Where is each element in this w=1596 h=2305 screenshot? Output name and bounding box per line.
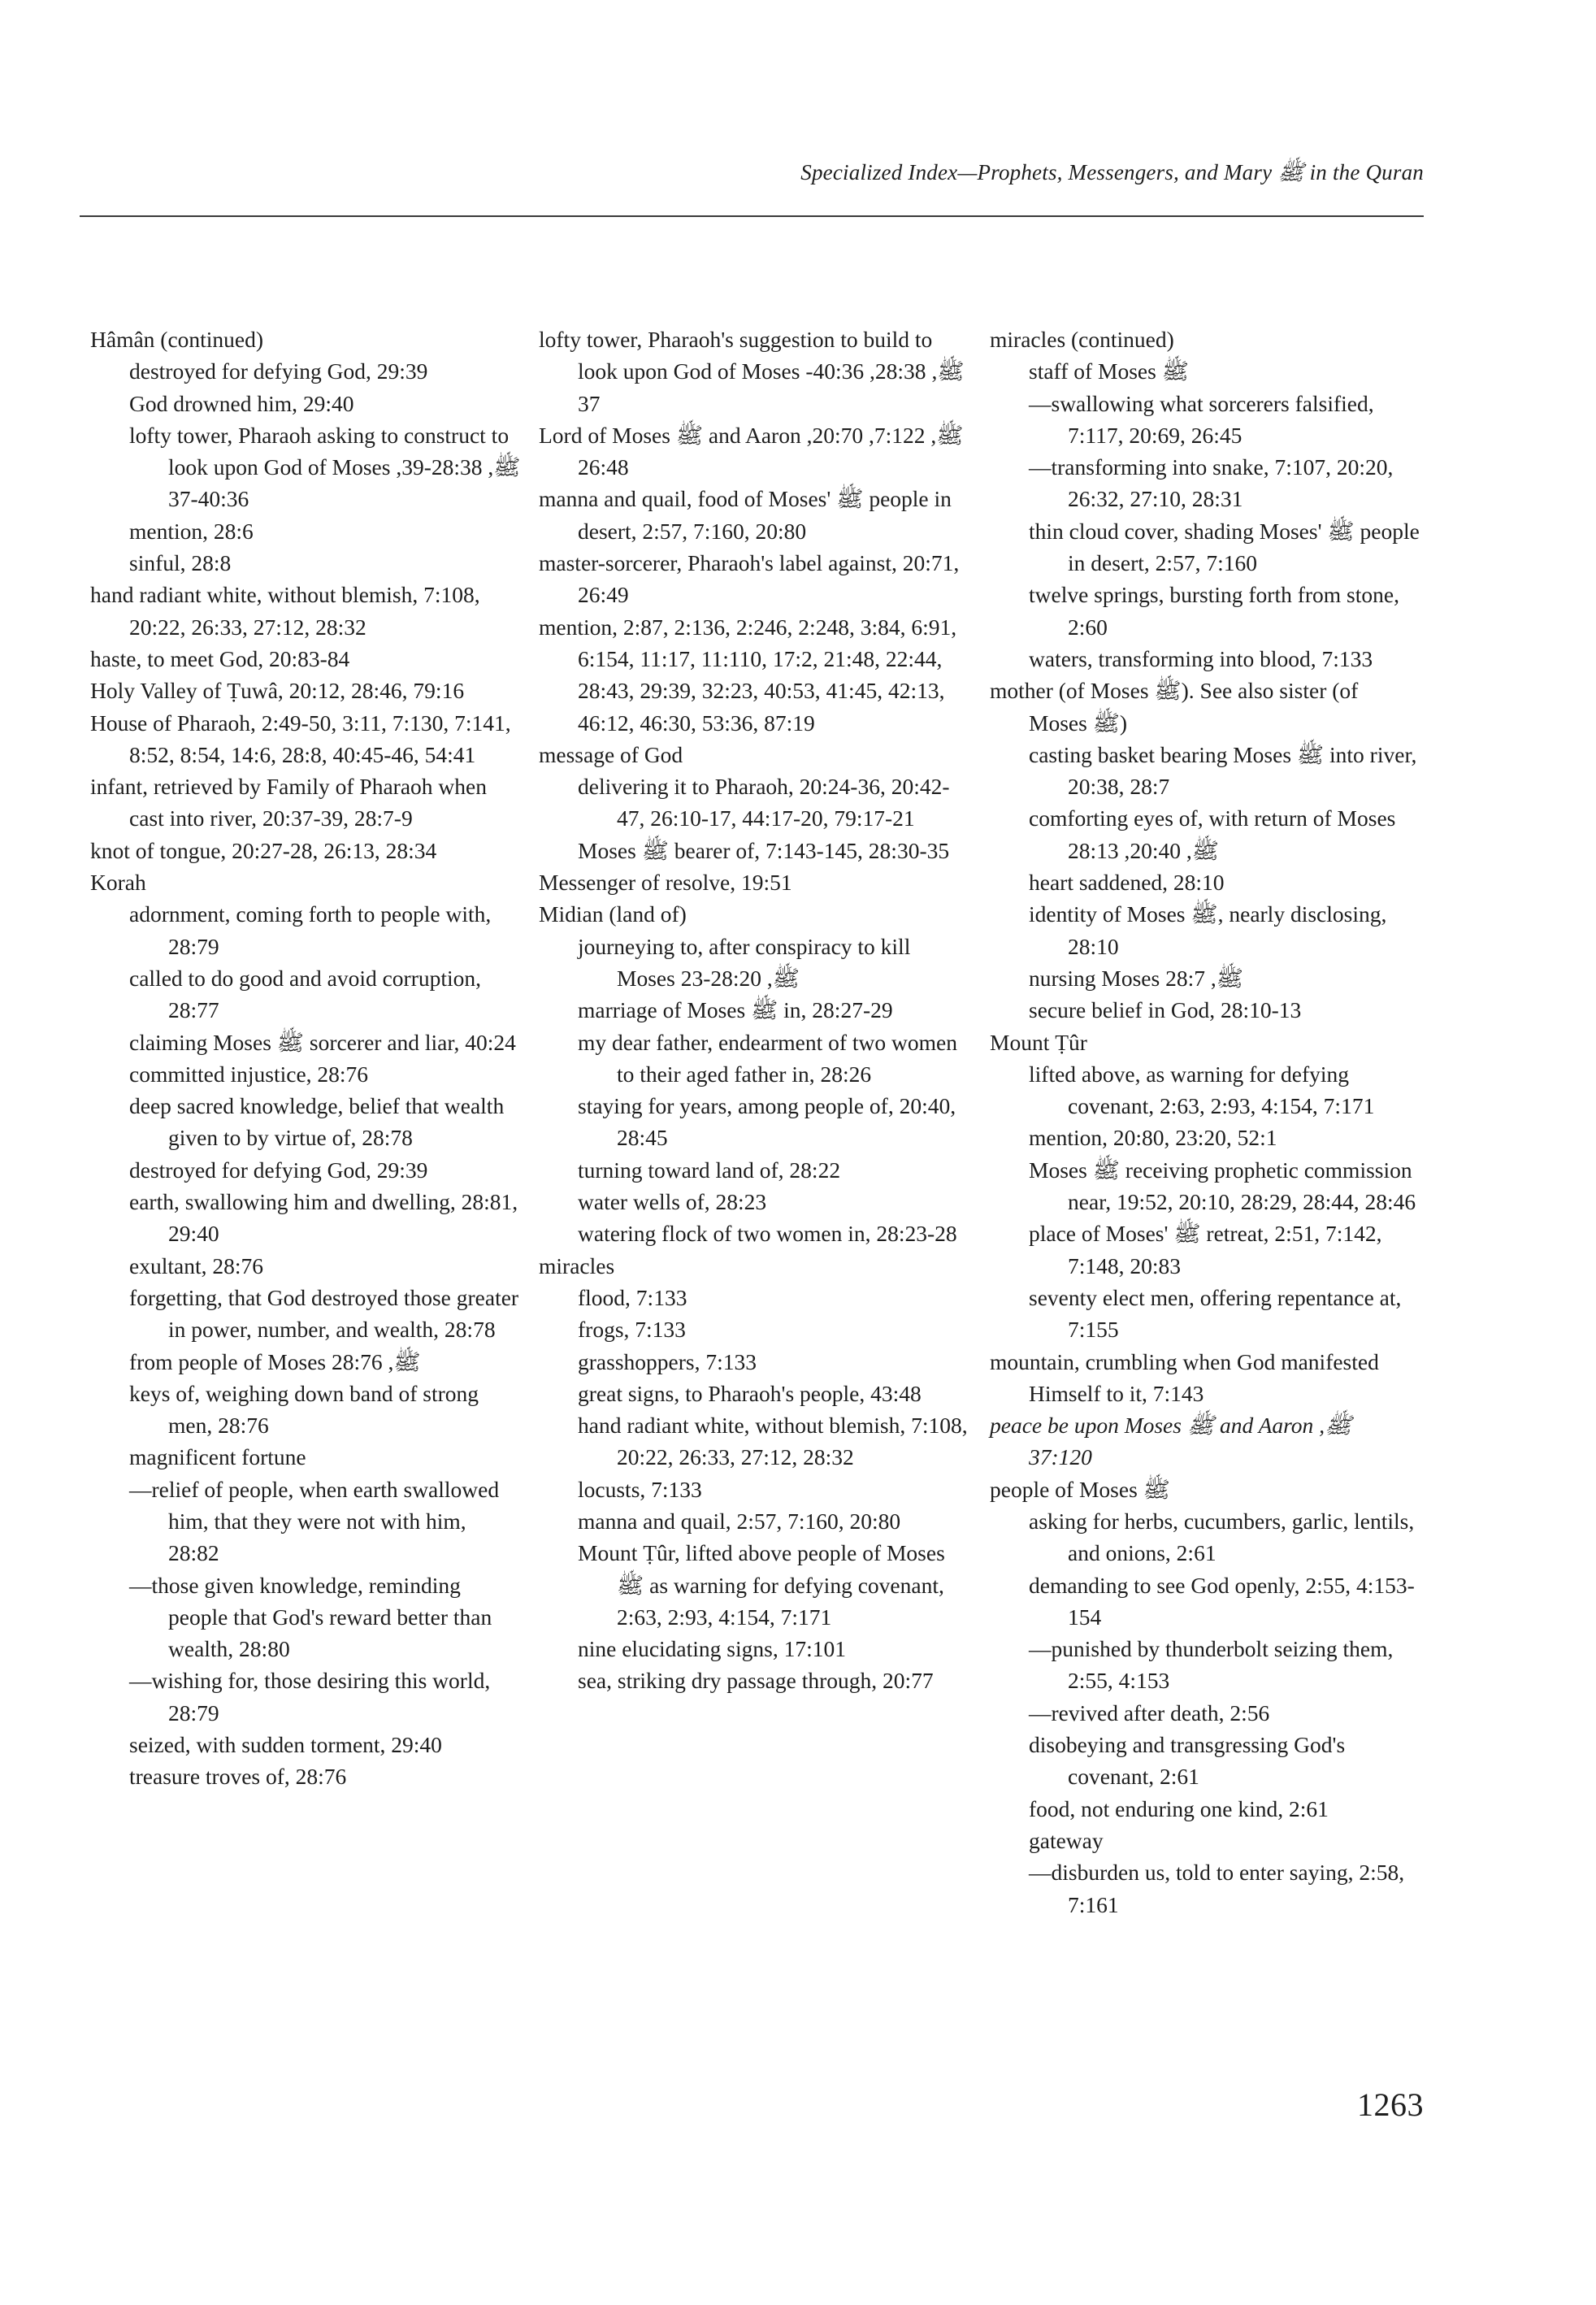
- index-entry: mother (of Moses ﷺ). See also sister (of Moses ﷺ): [990, 678, 1359, 736]
- index-subentry: exultant, 28:76: [129, 1252, 263, 1278]
- index-subentry: destroyed for defying God, 29:39: [129, 358, 428, 384]
- index-subentry: great signs, to Pharaoh's people, 43:48: [578, 1380, 922, 1406]
- index-entry: master-sorcerer, Pharaoh's label against, 20:71, 26:49: [539, 550, 960, 608]
- index-subentry: water wells of, 28:23: [578, 1189, 767, 1215]
- index-subentry: committed injustice, 28:76: [129, 1061, 369, 1087]
- index-subentry: magnificent fortune: [129, 1444, 306, 1470]
- index-entry: mountain, crumbling when God manifested Himself to it, 7:143: [990, 1348, 1379, 1406]
- index-subentry: journeying to, after conspiracy to kill Moses ﷺ, 28:20-23: [578, 933, 911, 991]
- index-entry: knot of tongue, 20:27-28, 26:13, 28:34: [90, 837, 437, 863]
- index-subentry: earth, swallowing him and dwelling, 28:81, 29:40: [129, 1189, 518, 1247]
- index-subentry: Moses ﷺ receiving prophetic commission near, 19:52, 20:10, 28:29, 28:44, 28:46: [1029, 1157, 1416, 1215]
- index-subentry: seized, with sudden torment, 29:40: [129, 1732, 442, 1758]
- index-subentry: adornment, coming forth to people with, 28:79: [129, 901, 492, 959]
- index-subentry: —transforming into snake, 7:107, 20:20, 26:32, 27:10, 28:31: [1029, 454, 1394, 512]
- index-subentry: twelve springs, bursting forth from stone, 2:60: [1029, 582, 1399, 640]
- index-subentry: flood, 7:133: [578, 1284, 687, 1310]
- index-subentry: place of Moses' ﷺ retreat, 2:51, 7:142, 7:148, 20:83: [1029, 1221, 1382, 1278]
- index-entry: Hâmân (continued): [90, 327, 264, 352]
- page-number: 1263: [1357, 2086, 1424, 2123]
- index-subentry: Mount Ṭûr, lifted above people of Moses ﷺ as warning for defying covenant, 2:63, 2:93, 4:154, 7:171: [578, 1540, 945, 1630]
- index-entry: lofty tower, Pharaoh's suggestion to build to look upon God of Moses ﷺ, 28:38, 40:36-37: [539, 327, 965, 416]
- index-entry: people of Moses ﷺ: [990, 1476, 1170, 1502]
- index-entry: Mount Ṭûr: [990, 1029, 1087, 1055]
- index-subentry: mention, 28:6: [129, 518, 254, 544]
- index-entry: Messenger of resolve, 19:51: [539, 870, 792, 896]
- index-subentry: grasshoppers, 7:133: [578, 1348, 757, 1374]
- index-entry: manna and quail, food of Moses' ﷺ people in desert, 2:57, 7:160, 20:80: [539, 486, 952, 544]
- index-subentry: my dear father, endearment of two women to their aged father in, 28:26: [578, 1029, 957, 1087]
- index-subentry: watering flock of two women in, 28:23-28: [578, 1221, 957, 1247]
- index-entry: peace be upon Moses ﷺ and Aaron ﷺ, 37:120: [990, 1413, 1352, 1470]
- index-subentry: casting basket bearing Moses ﷺ into river, 20:38, 28:7: [1029, 741, 1417, 800]
- index-column-3: [990, 323, 1420, 1921]
- index-subentry: seventy elect men, offering repentance at, 7:155: [1029, 1284, 1402, 1343]
- index-subentry: gateway: [1029, 1827, 1104, 1853]
- index-entry: miracles: [539, 1252, 615, 1278]
- index-subentry: treasure troves of, 28:76: [129, 1764, 347, 1790]
- index-subentry: waters, transforming into blood, 7:133: [1029, 645, 1373, 671]
- index-column-1: [90, 323, 521, 1793]
- index-subentry: —disburden us, told to enter saying, 2:58, 7:161: [1029, 1860, 1405, 1917]
- index-subentry: lofty tower, Pharaoh asking to construct to look upon God of Moses ﷺ, 28:38-39, 40:36-37: [129, 422, 521, 512]
- index-subentry: —revived after death, 2:56: [1029, 1699, 1270, 1725]
- index-entry: mention, 2:87, 2:136, 2:246, 2:248, 3:84, 6:91, 6:154, 11:17, 11:110, 17:2, 21:48, 22:44, 28:43, 29:39, 32:23, 40:53, 41:45, 42:13, 46:12, 46:30, 53:36, 87:19: [539, 614, 957, 736]
- index-subentry: hand radiant white, without blemish, 7:108, 20:22, 26:33, 27:12, 28:32: [578, 1413, 968, 1470]
- index-subentry: turning toward land of, 28:22: [578, 1157, 841, 1183]
- index-entry: infant, retrieved by Family of Pharaoh when cast into river, 20:37-39, 28:7-9: [90, 774, 487, 831]
- index-subentry: disobeying and transgressing God's covenant, 2:61: [1029, 1732, 1346, 1790]
- index-subentry: lifted above, as warning for defying covenant, 2:63, 2:93, 4:154, 7:171: [1029, 1061, 1375, 1119]
- index-subentry: —punished by thunderbolt seizing them, 2:55, 4:153: [1029, 1636, 1394, 1694]
- index-subentry: manna and quail, 2:57, 7:160, 20:80: [578, 1508, 901, 1534]
- index-subentry: claiming Moses ﷺ sorcerer and liar, 40:24: [129, 1029, 516, 1055]
- index-entry: Midian (land of): [539, 901, 687, 927]
- index-subentry: Moses ﷺ bearer of, 7:143-145, 28:30-35: [578, 837, 950, 863]
- index-entry: Lord of Moses ﷺ and Aaron ﷺ, 7:122, 20:70, 26:48: [539, 422, 964, 480]
- index-entry: Holy Valley of Ṭuwâ, 20:12, 28:46, 79:16: [90, 678, 465, 704]
- index-subentry: deep sacred knowledge, belief that wealth given to by virtue of, 28:78: [129, 1093, 505, 1151]
- index-subentry: food, not enduring one kind, 2:61: [1029, 1795, 1329, 1821]
- index-subentry: demanding to see God openly, 2:55, 4:153-154: [1029, 1572, 1415, 1630]
- index-subentry: forgetting, that God destroyed those greater in power, number, and wealth, 28:78: [129, 1284, 519, 1343]
- index-subentry: heart saddened, 28:10: [1029, 870, 1225, 896]
- index-subentry: —those given knowledge, reminding people that God's reward better than wealth, 28:80: [129, 1572, 492, 1662]
- index-subentry: —swallowing what sorcerers falsified, 7:117, 20:69, 26:45: [1029, 390, 1374, 448]
- index-subentry: sea, striking dry passage through, 20:77: [578, 1668, 934, 1694]
- index-entry: miracles (continued): [990, 327, 1174, 352]
- index-subentry: frogs, 7:133: [578, 1317, 686, 1343]
- index-entry: haste, to meet God, 20:83-84: [90, 645, 350, 671]
- index-subentry: staff of Moses ﷺ: [1029, 358, 1189, 384]
- index-subentry: asking for herbs, cucumbers, garlic, lentils, and onions, 2:61: [1029, 1508, 1415, 1566]
- index-entry: message of God: [539, 741, 683, 767]
- index-subentry: nine elucidating signs, 17:101: [578, 1636, 846, 1662]
- index-subentry: secure belief in God, 28:10-13: [1029, 997, 1302, 1023]
- index-subentry: keys of, weighing down band of strong men, 28:76: [129, 1380, 479, 1439]
- index-subentry: sinful, 28:8: [129, 550, 232, 576]
- index-entry: House of Pharaoh, 2:49-50, 3:11, 7:130, 7:141, 8:52, 8:54, 14:6, 28:8, 40:45-46, 54:41: [90, 710, 511, 767]
- index-subentry: —relief of people, when earth swallowed him, that they were not with him, 28:82: [129, 1476, 500, 1566]
- index-entry: hand radiant white, without blemish, 7:108, 20:22, 26:33, 27:12, 28:32: [90, 582, 480, 640]
- index-subentry: staying for years, among people of, 20:40, 28:45: [578, 1093, 956, 1151]
- header-rule: [80, 215, 1424, 217]
- index-subentry: destroyed for defying God, 29:39: [129, 1157, 428, 1183]
- index-subentry: thin cloud cover, shading Moses' ﷺ people in desert, 2:57, 7:160: [1029, 518, 1420, 576]
- index-subentry: locusts, 7:133: [578, 1476, 702, 1502]
- index-entry: Korah: [90, 870, 146, 896]
- index-subentry: mention, 20:80, 23:20, 52:1: [1029, 1125, 1277, 1151]
- running-header: Specialized Index—Prophets, Messengers, and Mary ﷺ in the Quran: [800, 160, 1424, 184]
- index-subentry: nursing Moses ﷺ, 28:7: [1029, 965, 1243, 991]
- index-subentry: marriage of Moses ﷺ in, 28:27-29: [578, 997, 893, 1023]
- index-subentry: called to do good and avoid corruption, 28:77: [129, 965, 482, 1023]
- index-subentry: delivering it to Pharaoh, 20:24-36, 20:42-47, 26:10-17, 44:17-20, 79:17-21: [578, 774, 950, 831]
- index-column-2: [539, 323, 969, 1697]
- index-subentry: comforting eyes of, with return of Moses ﷺ, 20:40, 28:13: [1029, 805, 1396, 863]
- index-subentry: —wishing for, those desiring this world, 28:79: [129, 1668, 491, 1725]
- index-subentry: from people of Moses ﷺ, 28:76: [129, 1348, 421, 1374]
- index-subentry: identity of Moses ﷺ, nearly disclosing, 28:10: [1029, 901, 1387, 959]
- index-subentry: God drowned him, 29:40: [129, 390, 354, 416]
